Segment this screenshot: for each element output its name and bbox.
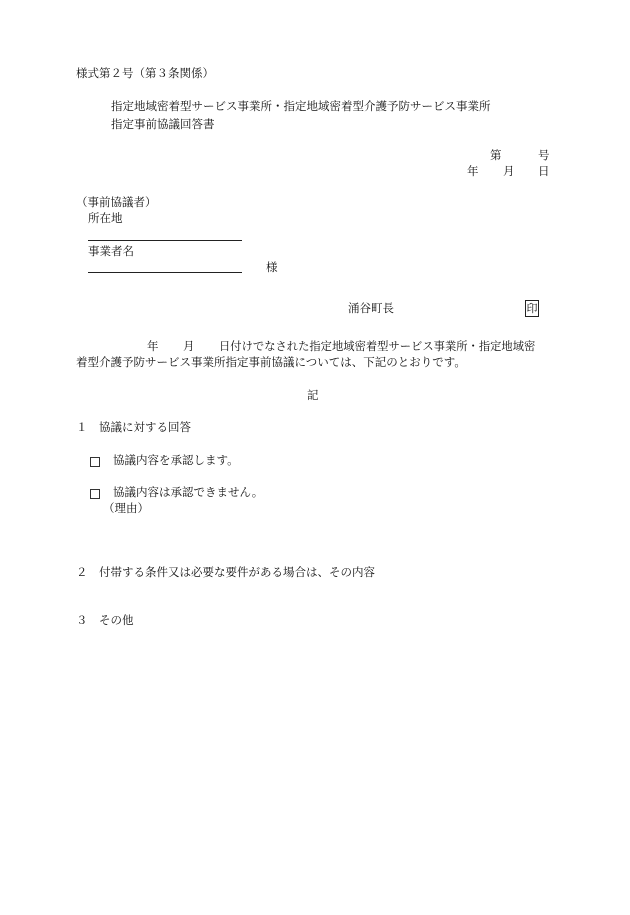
body-line-1: 日付けでなされた指定地域密着型サービス事業所・指定地域密 [219, 340, 536, 353]
body-month: 月 [183, 339, 195, 353]
section-3-label: ３ その他 [76, 613, 134, 627]
body-year: 年 [147, 339, 159, 353]
reject-checkbox[interactable] [90, 489, 100, 499]
reject-option-label: 協議内容は承認できません。 [113, 485, 264, 499]
body-line-2: 着型介護予防サービス事業所指定事前協議については、下記のとおりです。 [76, 355, 466, 369]
date-month: 月 [503, 164, 515, 178]
date-year: 年 [467, 164, 479, 178]
section-1-label: １ 協議に対する回答 [76, 420, 191, 434]
business-name-label: 事業者名 [88, 244, 134, 258]
approve-checkbox[interactable] [90, 457, 100, 467]
ki-heading: 記 [307, 388, 319, 402]
title-line-1: 指定地域密着型サービス事業所・指定地域密着型介護予防サービス事業所 [111, 99, 491, 113]
address-underline [88, 240, 242, 241]
ref-number-dai: 第 [490, 148, 502, 162]
date-day: 日 [538, 164, 550, 178]
business-name-underline [88, 272, 242, 273]
form-number: 様式第２号（第３条関係） [76, 66, 214, 80]
honorific-sama: 様 [266, 260, 278, 274]
address-label: 所在地 [88, 211, 123, 225]
addressee-header: （事前協議者） [76, 195, 157, 209]
approve-option-label: 協議内容を承認します。 [113, 453, 239, 467]
title-line-2: 指定事前協議回答書 [111, 117, 215, 131]
ref-number-go: 号 [538, 148, 550, 162]
issuer-name: 涌谷町長 [348, 301, 394, 315]
section-2-label: ２ 付帯する条件又は必要な要件がある場合は、その内容 [76, 565, 375, 579]
seal-stamp: 印 [526, 302, 538, 315]
reason-label: （理由） [103, 501, 149, 515]
